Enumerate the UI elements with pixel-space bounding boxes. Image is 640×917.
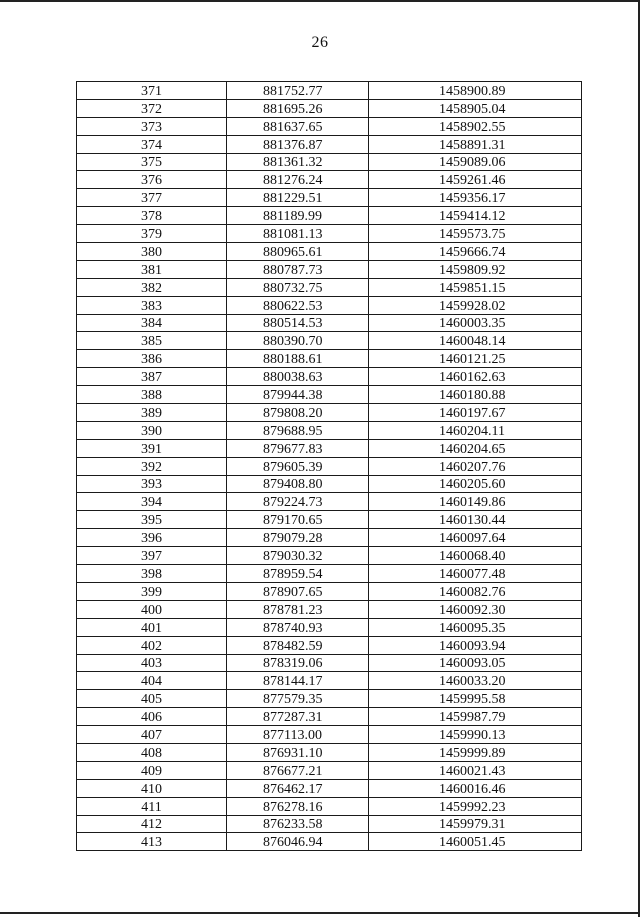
- x-coordinate-cell: 879030.32: [227, 547, 369, 565]
- table-row: [77, 296, 582, 314]
- x-coordinate-cell: 881276.24: [227, 171, 369, 189]
- point-number-cell: 386: [77, 350, 227, 368]
- table-row: [77, 493, 582, 511]
- table-row: [77, 82, 582, 100]
- point-number-cell: 405: [77, 690, 227, 708]
- table-row: [77, 189, 582, 207]
- y-coordinate-cell: 1459928.02: [369, 296, 582, 314]
- table-row: [77, 797, 582, 815]
- table-row: [77, 833, 582, 851]
- table-row: [77, 260, 582, 278]
- x-coordinate-cell: 879808.20: [227, 404, 369, 422]
- y-coordinate-cell: 1460207.76: [369, 457, 582, 475]
- x-coordinate-cell: 880732.75: [227, 278, 369, 296]
- y-coordinate-cell: 1460003.35: [369, 314, 582, 332]
- x-coordinate-cell: 880514.53: [227, 314, 369, 332]
- table-row: [77, 135, 582, 153]
- y-coordinate-cell: 1460093.05: [369, 654, 582, 672]
- table-row: [77, 332, 582, 350]
- point-number-cell: 390: [77, 421, 227, 439]
- point-number-cell: 393: [77, 475, 227, 493]
- x-coordinate-cell: 879944.38: [227, 386, 369, 404]
- y-coordinate-cell: 1458891.31: [369, 135, 582, 153]
- point-number-cell: 371: [77, 82, 227, 100]
- y-coordinate-cell: 1459979.31: [369, 815, 582, 833]
- table-row: [77, 207, 582, 225]
- page-border-bottom: [0, 912, 640, 914]
- table-row: [77, 457, 582, 475]
- x-coordinate-cell: 877113.00: [227, 726, 369, 744]
- x-coordinate-cell: 878740.93: [227, 618, 369, 636]
- table-row: [77, 386, 582, 404]
- point-number-cell: 404: [77, 672, 227, 690]
- table-row: [77, 565, 582, 583]
- y-coordinate-cell: 1460097.64: [369, 529, 582, 547]
- coordinates-table: [76, 81, 582, 851]
- x-coordinate-cell: 879224.73: [227, 493, 369, 511]
- y-coordinate-cell: 1459995.58: [369, 690, 582, 708]
- table-row: [77, 654, 582, 672]
- x-coordinate-cell: 880390.70: [227, 332, 369, 350]
- x-coordinate-cell: 880622.53: [227, 296, 369, 314]
- x-coordinate-cell: 878907.65: [227, 582, 369, 600]
- table-row: [77, 368, 582, 386]
- table-row: [77, 529, 582, 547]
- y-coordinate-cell: 1460021.43: [369, 761, 582, 779]
- table-row: [77, 225, 582, 243]
- x-coordinate-cell: 877287.31: [227, 708, 369, 726]
- point-number-cell: 388: [77, 386, 227, 404]
- x-coordinate-cell: 879170.65: [227, 511, 369, 529]
- y-coordinate-cell: 1460095.35: [369, 618, 582, 636]
- table-row: [77, 117, 582, 135]
- x-coordinate-cell: 881752.77: [227, 82, 369, 100]
- table-row: [77, 815, 582, 833]
- y-coordinate-cell: 1460204.65: [369, 439, 582, 457]
- y-coordinate-cell: 1460162.63: [369, 368, 582, 386]
- y-coordinate-cell: 1459666.74: [369, 243, 582, 261]
- point-number-cell: 391: [77, 439, 227, 457]
- y-coordinate-cell: 1460093.94: [369, 636, 582, 654]
- point-number-cell: 394: [77, 493, 227, 511]
- point-number-cell: 374: [77, 135, 227, 153]
- point-number-cell: 411: [77, 797, 227, 815]
- point-number-cell: 413: [77, 833, 227, 851]
- x-coordinate-cell: 878959.54: [227, 565, 369, 583]
- point-number-cell: 399: [77, 582, 227, 600]
- point-number-cell: 409: [77, 761, 227, 779]
- table-row: [77, 672, 582, 690]
- point-number-cell: 377: [77, 189, 227, 207]
- point-number-cell: 410: [77, 779, 227, 797]
- y-coordinate-cell: 1460180.88: [369, 386, 582, 404]
- point-number-cell: 375: [77, 153, 227, 171]
- table-row: [77, 243, 582, 261]
- page-number: 26: [311, 34, 329, 51]
- x-coordinate-cell: 881361.32: [227, 153, 369, 171]
- y-coordinate-cell: 1459356.17: [369, 189, 582, 207]
- table-row: [77, 779, 582, 797]
- x-coordinate-cell: 878781.23: [227, 600, 369, 618]
- x-coordinate-cell: 881189.99: [227, 207, 369, 225]
- point-number-cell: 382: [77, 278, 227, 296]
- point-number-cell: 408: [77, 743, 227, 761]
- page-border-top: [0, 0, 640, 2]
- x-coordinate-cell: 878144.17: [227, 672, 369, 690]
- point-number-cell: 407: [77, 726, 227, 744]
- y-coordinate-cell: 1459809.92: [369, 260, 582, 278]
- point-number-cell: 387: [77, 368, 227, 386]
- x-coordinate-cell: 881695.26: [227, 99, 369, 117]
- x-coordinate-cell: 879688.95: [227, 421, 369, 439]
- table-row: [77, 314, 582, 332]
- table-row: [77, 743, 582, 761]
- table-row: [77, 153, 582, 171]
- point-number-cell: 372: [77, 99, 227, 117]
- x-coordinate-cell: 876931.10: [227, 743, 369, 761]
- point-number-cell: 392: [77, 457, 227, 475]
- table-row: [77, 99, 582, 117]
- point-number-cell: 395: [77, 511, 227, 529]
- y-coordinate-cell: 1460048.14: [369, 332, 582, 350]
- point-number-cell: 385: [77, 332, 227, 350]
- point-number-cell: 396: [77, 529, 227, 547]
- point-number-cell: 397: [77, 547, 227, 565]
- y-coordinate-cell: 1460204.11: [369, 421, 582, 439]
- y-coordinate-cell: 1458902.55: [369, 117, 582, 135]
- x-coordinate-cell: 880038.63: [227, 368, 369, 386]
- y-coordinate-cell: 1460205.60: [369, 475, 582, 493]
- table-row: [77, 475, 582, 493]
- point-number-cell: 381: [77, 260, 227, 278]
- point-number-cell: 406: [77, 708, 227, 726]
- x-coordinate-cell: 880188.61: [227, 350, 369, 368]
- point-number-cell: 398: [77, 565, 227, 583]
- y-coordinate-cell: 1460068.40: [369, 547, 582, 565]
- y-coordinate-cell: 1460077.48: [369, 565, 582, 583]
- x-coordinate-cell: 881081.13: [227, 225, 369, 243]
- table-row: [77, 708, 582, 726]
- point-number-cell: 403: [77, 654, 227, 672]
- x-coordinate-cell: 879079.28: [227, 529, 369, 547]
- table-row: [77, 618, 582, 636]
- x-coordinate-cell: 879408.80: [227, 475, 369, 493]
- x-coordinate-cell: 878482.59: [227, 636, 369, 654]
- x-coordinate-cell: 880787.73: [227, 260, 369, 278]
- table-row: [77, 350, 582, 368]
- y-coordinate-cell: 1459987.79: [369, 708, 582, 726]
- x-coordinate-cell: 880965.61: [227, 243, 369, 261]
- point-number-cell: 400: [77, 600, 227, 618]
- point-number-cell: 378: [77, 207, 227, 225]
- point-number-cell: 412: [77, 815, 227, 833]
- point-number-cell: 401: [77, 618, 227, 636]
- x-coordinate-cell: 879605.39: [227, 457, 369, 475]
- y-coordinate-cell: 1459992.23: [369, 797, 582, 815]
- y-coordinate-cell: 1459261.46: [369, 171, 582, 189]
- x-coordinate-cell: 878319.06: [227, 654, 369, 672]
- table-row: [77, 582, 582, 600]
- table-row: [77, 421, 582, 439]
- x-coordinate-cell: 879677.83: [227, 439, 369, 457]
- y-coordinate-cell: 1459089.06: [369, 153, 582, 171]
- y-coordinate-cell: 1458900.89: [369, 82, 582, 100]
- table-row: [77, 404, 582, 422]
- point-number-cell: 373: [77, 117, 227, 135]
- y-coordinate-cell: 1459414.12: [369, 207, 582, 225]
- table-row: [77, 278, 582, 296]
- y-coordinate-cell: 1458905.04: [369, 99, 582, 117]
- x-coordinate-cell: 877579.35: [227, 690, 369, 708]
- x-coordinate-cell: 881229.51: [227, 189, 369, 207]
- table-row: [77, 547, 582, 565]
- table-row: [77, 511, 582, 529]
- point-number-cell: 389: [77, 404, 227, 422]
- x-coordinate-cell: 876046.94: [227, 833, 369, 851]
- x-coordinate-cell: 881376.87: [227, 135, 369, 153]
- y-coordinate-cell: 1459999.89: [369, 743, 582, 761]
- x-coordinate-cell: 876462.17: [227, 779, 369, 797]
- y-coordinate-cell: 1460121.25: [369, 350, 582, 368]
- table-row: [77, 600, 582, 618]
- point-number-cell: 402: [77, 636, 227, 654]
- y-coordinate-cell: 1460130.44: [369, 511, 582, 529]
- table-row: [77, 636, 582, 654]
- point-number-cell: 379: [77, 225, 227, 243]
- y-coordinate-cell: 1460149.86: [369, 493, 582, 511]
- point-number-cell: 384: [77, 314, 227, 332]
- y-coordinate-cell: 1460082.76: [369, 582, 582, 600]
- y-coordinate-cell: 1459851.15: [369, 278, 582, 296]
- coordinates-table-body: [77, 82, 582, 851]
- y-coordinate-cell: 1459573.75: [369, 225, 582, 243]
- point-number-cell: 380: [77, 243, 227, 261]
- point-number-cell: 376: [77, 171, 227, 189]
- y-coordinate-cell: 1460016.46: [369, 779, 582, 797]
- table-row: [77, 761, 582, 779]
- table-row: [77, 726, 582, 744]
- table-row: [77, 690, 582, 708]
- x-coordinate-cell: 881637.65: [227, 117, 369, 135]
- y-coordinate-cell: 1460092.30: [369, 600, 582, 618]
- x-coordinate-cell: 876233.58: [227, 815, 369, 833]
- y-coordinate-cell: 1460051.45: [369, 833, 582, 851]
- table-row: [77, 439, 582, 457]
- x-coordinate-cell: 876278.16: [227, 797, 369, 815]
- point-number-cell: 383: [77, 296, 227, 314]
- y-coordinate-cell: 1460033.20: [369, 672, 582, 690]
- table-row: [77, 171, 582, 189]
- x-coordinate-cell: 876677.21: [227, 761, 369, 779]
- y-coordinate-cell: 1460197.67: [369, 404, 582, 422]
- y-coordinate-cell: 1459990.13: [369, 726, 582, 744]
